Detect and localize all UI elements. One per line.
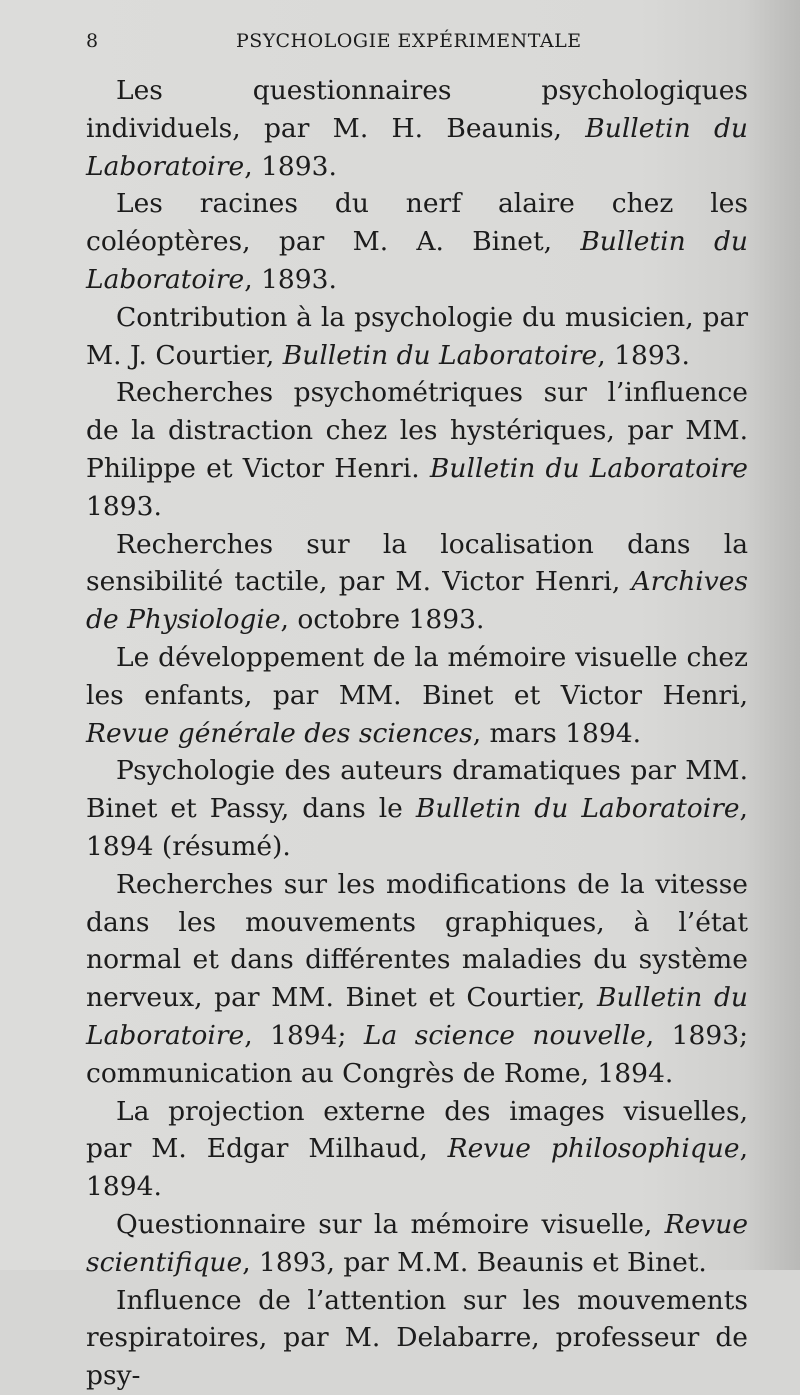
bibliography-entry: Psychologie des auteurs dramatiques par MM. Binet et Passy, dans le Bulletin du Laboratoire, 1894 (résumé).: [86, 755, 748, 862]
bibliography-entry: Recherches sur la localisation dans la sensibilité tactile, par M. Victor Henri, Archives de Physiologie, octobre 1893.: [86, 528, 748, 636]
bibliography-entry: Recherches sur les modifications de la vitesse dans les mouvements graphiques, à l’état normal et dans différentes maladies du système nerveux, par MM. Binet et Courtier, Bulletin du Laboratoire, 1894; La science nouvelle, 1893; communication au Congrès de Rome, 1894.: [86, 868, 749, 1089]
bibliography-entry: Questionnaire sur la mémoire visuelle, Revue scientifique, 1893, par M.M. Beaunis et Binet.: [86, 1208, 748, 1278]
bibliography-entry: La projection externe des images visuelles, par M. Edgar Milhaud, Revue philosophique, 1894.: [86, 1095, 748, 1203]
bibliography-entry: Les racines du nerf alaire chez les coléoptères, par M. A. Binet, Bulletin du Laboratoire, 1893.: [86, 188, 748, 295]
bibliography-entry: Recherches psychométriques sur l’influence de la distraction chez les hystériques, par MM. Philippe et Victor Henri. Bulletin du Laboratoire 1893.: [86, 377, 748, 522]
running-head: PSYCHOLOGIE EXPÉRIMENTALE: [236, 30, 582, 52]
bibliography-entry: Le développement de la mémoire visuelle chez les enfants, par MM. Binet et Victor Henri, Revue générale des sciences, mars 1894.: [86, 641, 748, 749]
page-number: 8: [86, 30, 99, 52]
bibliography-list: [86, 72, 748, 1395]
bibliography-entry: Influence de l’attention sur les mouvements respiratoires, par M. Delabarre, professeur de psy-: [86, 1284, 748, 1392]
page-header: [86, 30, 746, 58]
bibliography-entry: Les questionnaires psychologiques individuels, par M. H. Beaunis, Bulletin du Laboratoire, 1893.: [86, 75, 748, 182]
bibliography-entry: Contribution à la psychologie du musicien, par M. J. Courtier, Bulletin du Laboratoire, 1893.: [86, 301, 748, 371]
